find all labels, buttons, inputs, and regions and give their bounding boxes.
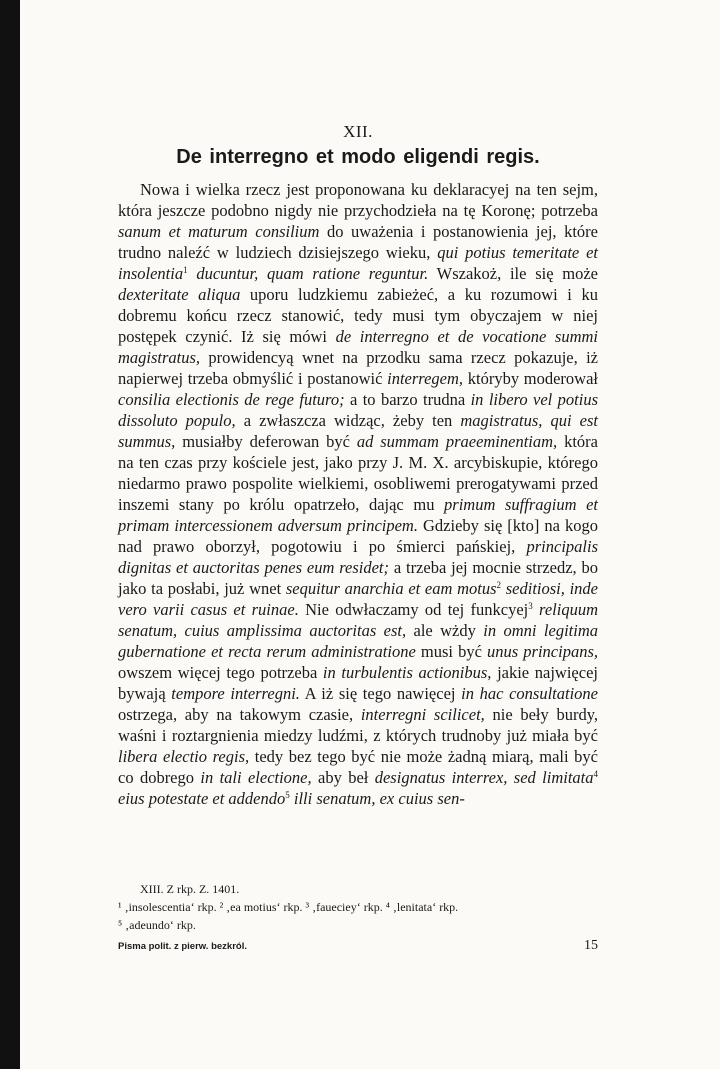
latin-phrase: primum suffragium et primam intercessionem adversum principem. bbox=[118, 495, 598, 535]
latin-phrase: libera electio regis, bbox=[118, 747, 250, 766]
text-segment: a zwłaszcza widząc, żeby ten bbox=[235, 411, 461, 430]
page-content bbox=[118, 122, 598, 809]
latin-phrase: eius potestate et addendo bbox=[118, 789, 286, 808]
text-segment: Nowa i wielka rzecz jest proponowana ku deklaracyej na ten sejm, która jeszcze podobno nigdy nie przychodzieła na tę Koronę; potrzeba bbox=[118, 180, 598, 220]
latin-phrase: principalis dignitas et auctoritas penes eum residet; bbox=[118, 537, 598, 577]
body-paragraph bbox=[118, 179, 598, 809]
text-segment: uporu ludzkiemu zabieżeć, a ku rozumowi i ku dobremu końcu rzecz stanowić, tedy musi tym obyczajem w niej postępek czynić. Iż się mówi bbox=[118, 285, 598, 346]
text-segment: Gdzieby się [kto] na kogo nad prawo oborzył, pogotowiu i po śmierci pańskiej, bbox=[118, 516, 599, 556]
footnote-marker: 2 bbox=[496, 580, 502, 590]
page-number: 15 bbox=[584, 938, 598, 953]
chapter-number: XII. bbox=[343, 122, 373, 141]
latin-phrase: sequitur anarchia et eam motus bbox=[285, 579, 497, 598]
latin-phrase: in hac consultatione bbox=[461, 684, 598, 703]
latin-phrase: ad summam praeeminentiam, bbox=[356, 432, 558, 451]
printer-signature: Pisma polit. z pierw. bezkról. bbox=[118, 941, 247, 952]
text-segment: ostrzega, aby na takowym czasie, bbox=[118, 705, 361, 724]
footnotes bbox=[118, 880, 598, 934]
footnote-marker: 3 bbox=[528, 601, 533, 611]
latin-phrase: ducuntur, quam ratione reguntur. bbox=[196, 264, 429, 283]
footnote-line: ⁵ ‚adeundo‘ rkp. bbox=[118, 918, 196, 932]
text-segment: nie beły burdy, waśni i roztargnienia miedzy ludźmi, z których trudnoby już miała być bbox=[118, 705, 598, 745]
latin-phrase: interregem, bbox=[387, 369, 464, 388]
text-segment: która na ten czas przy kościele jest, jako przy J. M. X. arcybiskupie, którego niedarmo prawo pospolite wielkiemi, osobliwemi prerogatywami przed inszemi stany po królu opatrzeło, dając mu bbox=[118, 432, 598, 514]
latin-phrase: in libero vel potius dissoluto populo, bbox=[118, 390, 598, 430]
footnote-marker: 4 bbox=[593, 769, 598, 779]
text-segment: ale wżdy bbox=[406, 621, 484, 640]
latin-phrase: unus principans, bbox=[487, 642, 598, 661]
text-segment: prowidencyą wnet na przodku sama rzecz pokazuje, iż napierwej trzeba obmyślić i postanowić bbox=[118, 348, 598, 388]
text-segment: a to barzo trudna bbox=[344, 390, 471, 409]
footnote-line: ¹ ‚insolescentia‘ rkp. ² ‚ea motius‘ rkp. ³ ‚faueciey‘ rkp. ⁴ ‚lenitata‘ rkp. bbox=[118, 900, 459, 914]
text-segment: któryby moderował bbox=[463, 369, 598, 388]
footnote-marker: 5 bbox=[285, 790, 290, 800]
page-footer bbox=[118, 938, 598, 954]
text-segment: tedy bez tego być nie może żadną miarą, mali być co dobrego bbox=[118, 747, 599, 787]
latin-phrase: magistratus, qui est summus, bbox=[118, 411, 598, 451]
latin-phrase: sanum et maturum consilium bbox=[118, 222, 320, 241]
text-segment: musiałby deferowan być bbox=[175, 432, 357, 451]
latin-phrase: de interregno et de vocatione summi magistratus, bbox=[118, 327, 598, 367]
footnote-source: XIII. Z rkp. Z. 1401. bbox=[140, 882, 240, 896]
text-segment: jakie najwięcej bywają bbox=[118, 663, 598, 703]
text-segment: musi być bbox=[415, 642, 488, 661]
text-segment: Nie odwłaczamy od tej funkcyej bbox=[298, 600, 529, 619]
text-segment: Wszakoż, ile się może bbox=[428, 264, 599, 283]
latin-phrase: seditiosi, inde vero varii casus et ruinae. bbox=[118, 579, 598, 619]
latin-phrase: tempore interregni. bbox=[171, 684, 300, 703]
latin-phrase: dexteritate aliqua bbox=[118, 285, 241, 304]
text-segment: do uważenia i postanowienia jej, które trudno naleźć w ludziech dzisiejszego wieku, bbox=[118, 222, 598, 262]
text-segment: A iż się tego nawięcej bbox=[299, 684, 462, 703]
latin-phrase: consilia electionis de rege futuro; bbox=[118, 390, 345, 409]
latin-phrase: qui potius temeritate et insolentia bbox=[118, 243, 598, 283]
text-segment: a trzeba jej mocnie strzedz, bo jako ta posłabi, już wnet bbox=[118, 558, 598, 598]
latin-phrase: in tali electione, bbox=[200, 768, 312, 787]
latin-phrase: illi senatum, ex cuius sen- bbox=[293, 789, 465, 808]
latin-phrase: in omni legitima gubernatione et recta rerum administratione bbox=[118, 621, 598, 661]
latin-phrase: designatus interrex, sed limitata bbox=[374, 768, 594, 787]
footnote-marker: 1 bbox=[183, 265, 188, 275]
chapter-title: De interregno et modo eligendi regis. bbox=[176, 146, 540, 168]
page-binding-edge bbox=[0, 0, 20, 1069]
text-segment: aby beł bbox=[311, 768, 375, 787]
latin-phrase: reliquum senatum, cuius amplissima auctoritas est, bbox=[118, 600, 598, 640]
latin-phrase: in turbulentis actionibus, bbox=[322, 663, 492, 682]
text-segment: owszem więcej tego potrzeba bbox=[118, 663, 323, 682]
latin-phrase: interregni scilicet, bbox=[360, 705, 485, 724]
